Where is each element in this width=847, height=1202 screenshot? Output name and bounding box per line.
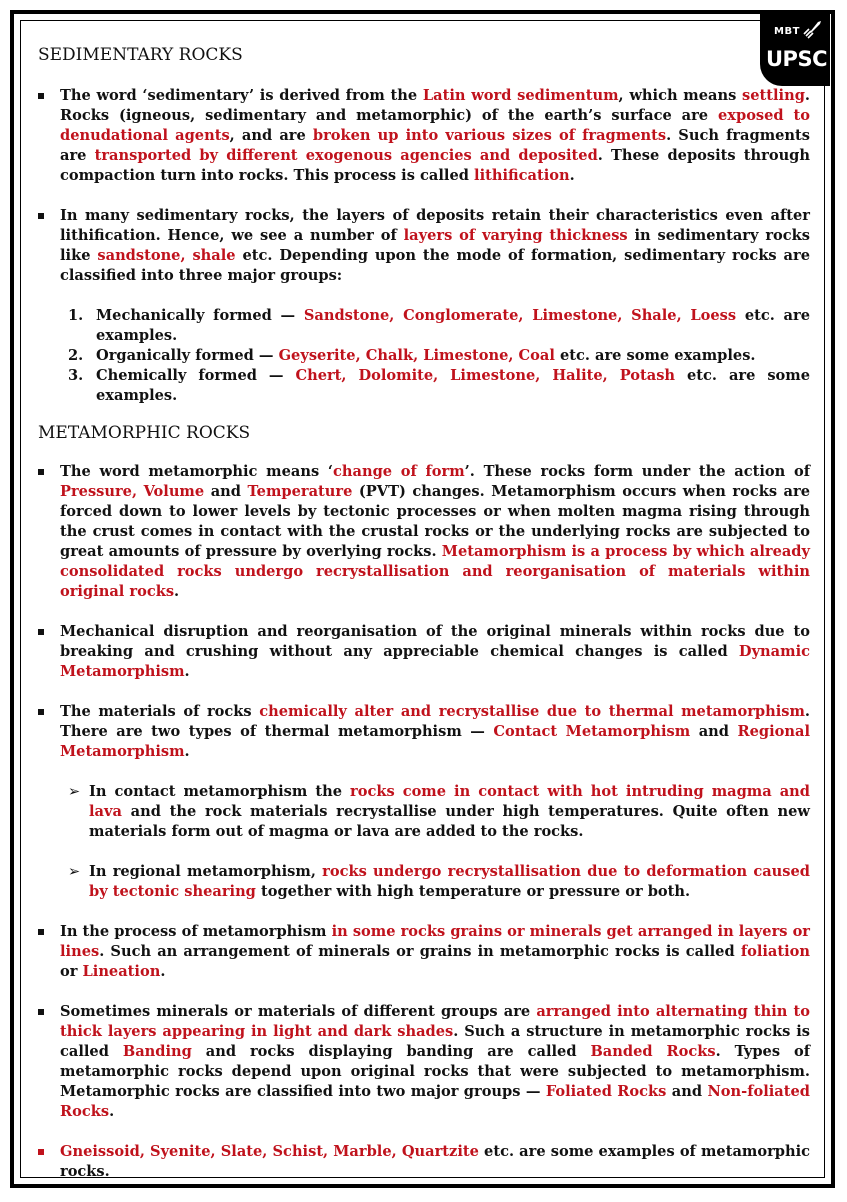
arrow-bullet-icon: ➢ <box>68 783 81 800</box>
list-item: 2. Organically formed — Geyserite, Chalk, Limestone, Coal etc. are some examples. <box>68 347 756 364</box>
bullet-dynamic-metamorphism: Mechanical disruption and reorganisation of the original minerals within rocks due to breaking and crushing without any appreciable chemical changes is called Dynamic Metamorphism. <box>38 622 810 682</box>
list-item: 3. Chemically formed — Chert, Dolomite, Limestone, Halite, Potash etc. are some examples. <box>68 367 810 404</box>
bullet-metamorphic-definition: The word metamorphic means ‘change of form’. These rocks form under the action of Pressure, Volume and Temperature (PVT) changes. Metamorphism occurs when rocks are forced down to lower levels by tectonic processes or when molten magma rising through the crust comes in contact with the crustal rocks or the underlying rocks are subjected to great amounts of pressure by overlying rocks. Metamorphism is a process by which already consolidated rocks undergo recrystallisation and reorganisation of materials within original rocks. <box>38 462 810 602</box>
bullet-foliation: In the process of metamorphism in some rocks grains or minerals get arranged in layers or lines. Such an arrangement of minerals or grains in metamorphic rocks is called foliation or Lineation. <box>38 922 810 982</box>
logo-main-text: UPSC <box>766 47 827 71</box>
heading-sedimentary: SEDIMENTARY ROCKS <box>38 45 243 65</box>
bullet-sedimentary-definition: The word ‘sedimentary’ is derived from the Latin word sedimentum, which means settling. Rocks (igneous, sedimentary and metamorphic) of the earth’s surface are exposed to denudational agents, and are broken up into various sizes of fragments. Such fragments are transported by different exogenous agencies and deposited. These deposits through compaction turn into rocks. This process is called lithification. <box>38 86 810 186</box>
bullet-thermal-metamorphism: The materials of rocks chemically alter and recrystallise due to thermal metamorphism. There are two types of thermal metamorphism — Contact Metamorphism and Regional Metamorphism. <box>38 702 810 762</box>
bullet-sedimentary-layers: In many sedimentary rocks, the layers of deposits retain their characteristics even after lithification. Hence, we see a number of layers of varying thickness in sedimentary rocks like sandstone, shale etc. Depending upon the mode of formation, sedimentary rocks are classified into three major groups: <box>38 206 810 286</box>
logo-top-text: MBT <box>774 26 800 37</box>
rocket-icon <box>802 18 824 40</box>
list-item: 1. Mechanically formed — Sandstone, Conglomerate, Limestone, Shale, Loess etc. are examples. <box>68 307 810 344</box>
arrow-bullet-icon: ➢ <box>68 863 81 880</box>
heading-metamorphic: METAMORPHIC ROCKS <box>38 423 251 443</box>
sub-bullet-contact-metamorphism: ➢ In contact metamorphism the rocks come in contact with hot intruding magma and lava and the rock materials recrystallise under high temperatures. Quite often new materials form out of magma or lava are added to the rocks. <box>68 783 810 840</box>
sedimentary-groups-list <box>38 306 810 406</box>
bullet-banding: Sometimes minerals or materials of different groups are arranged into alternating thin to thick layers appearing in light and dark shades. Such a structure in metamorphic rocks is called Banding and rocks displaying banding are called Banded Rocks. Types of metamorphic rocks depend upon original rocks that were subjected to metamorphism. Metamorphic rocks are classified into two major groups — Foliated Rocks and Non-foliated Rocks. <box>38 1002 810 1122</box>
document-content <box>38 44 810 1202</box>
sub-bullet-regional-metamorphism: ➢ In regional metamorphism, rocks undergo recrystallisation due to deformation caused by tectonic shearing together with high temperature or pressure or both. <box>68 863 810 900</box>
bullet-metamorphic-examples: Gneissoid, Syenite, Slate, Schist, Marble, Quartzite etc. are some examples of metamorphic rocks. <box>38 1142 810 1182</box>
